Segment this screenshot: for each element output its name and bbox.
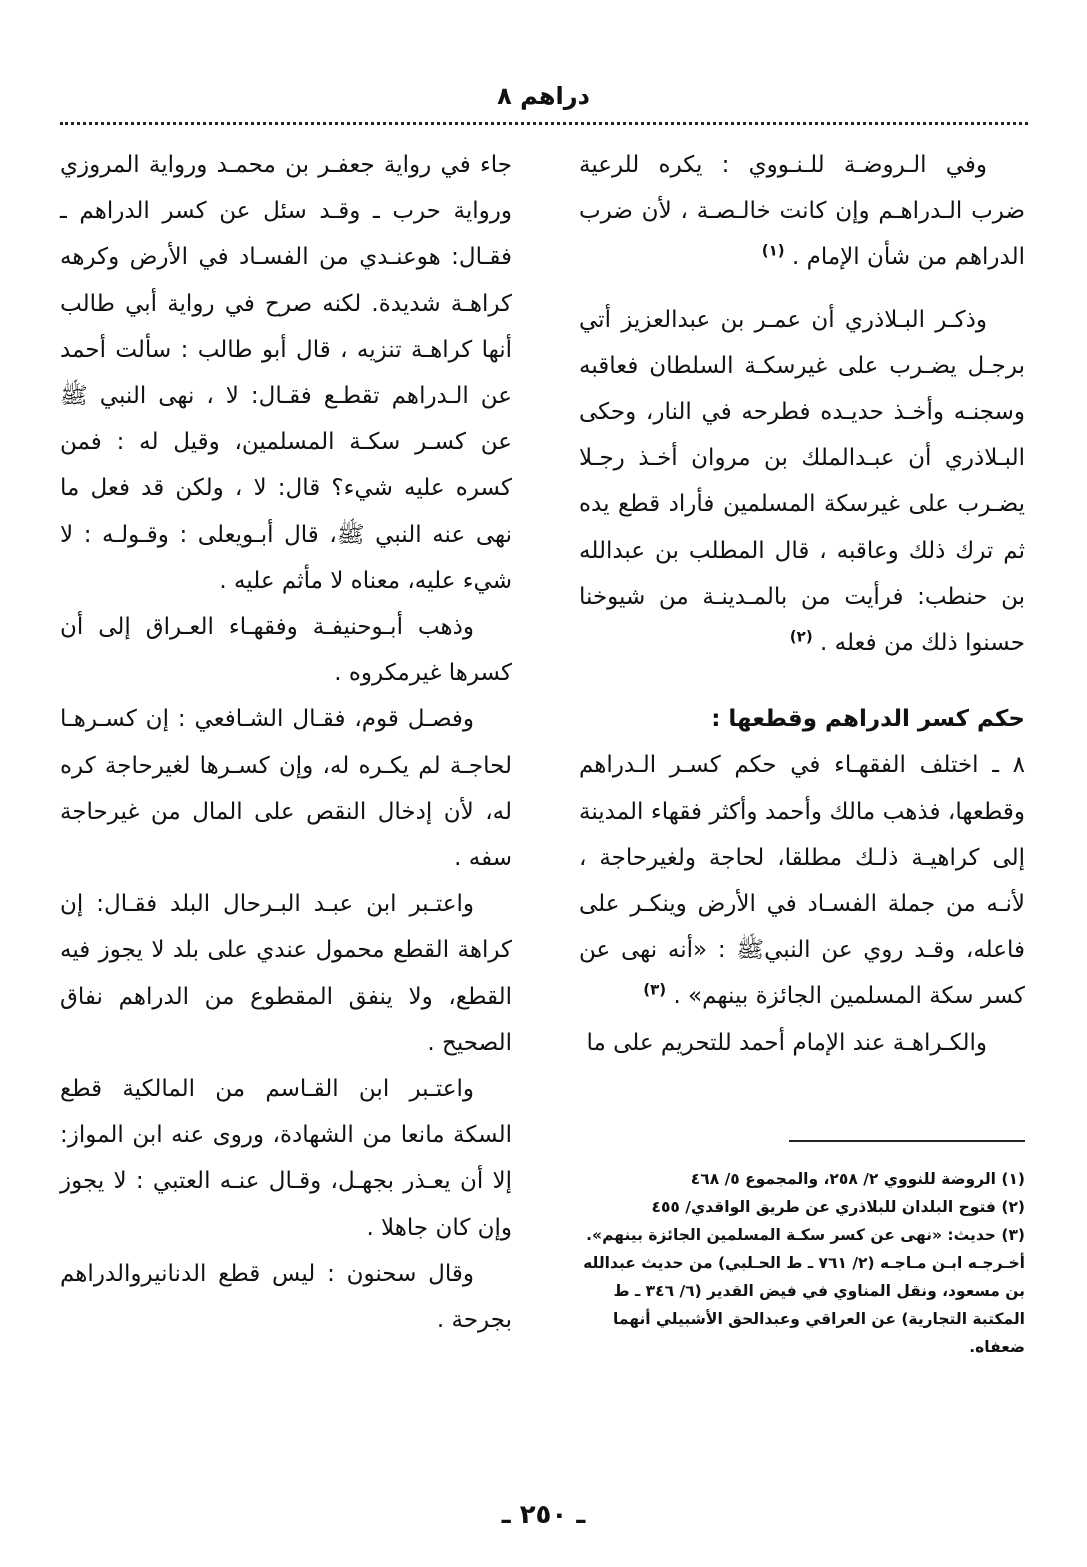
footnote-3-continuation: أخـرجـه ابـن مـاجـه (٢/ ٧٦١ ـ ط الحـلبي) من حديث عبدالله بن مسعود، ونقل المناوي في فيض القدير (٦/ ٣٤٦ ـ ط المكتبة التجارية) عن العراقي وعبدالحق الأشبيلي أنهما ضعفاه. — [583, 1254, 1025, 1356]
paragraph — [579, 742, 1025, 1019]
paragraph-text: ٨ ـ اختلف الفقهـاء في حكم كسـر الـدراهم وقطعها، فذهب مالك وأحمد وأكثر فقهاء المدينة إلى كراهيـة ذلـك مطلقا، لحاجة ولغيرحاجة ، لأنـه من جملة الفسـاد في الأرض وينكـر على فاعله، وقـد روي عن النبيﷺ : «أنه نهى عن كسر سكة المسلمين الجائزة بينهم» . — [579, 752, 1025, 1010]
spacer — [579, 281, 1025, 297]
paragraph — [579, 142, 1025, 281]
paragraph: واعتـبر ابن عبـد البـرحال البلد فقـال: إن كراهة القطع محمول عندي على بلد لا يجوز فيه القطع، ولا ينفق المقطوع من الدراهم نفاق الصحيح . — [60, 891, 512, 1056]
paragraph — [579, 297, 1025, 667]
page-number: ـ ٢٥٠ ـ — [501, 1500, 586, 1530]
footnote-marker[interactable]: (١) — [761, 241, 785, 260]
spacer — [579, 666, 1025, 696]
footnote-2: (٢) فتوح البلدان للبلاذري عن طريق الواقدي/ ٤٥٥ — [651, 1198, 1025, 1216]
paragraph: والكـراهـة عند الإمام أحمد للتحريم على ما — [586, 1029, 987, 1056]
paragraph: وقال سحنون : ليس قطع الدنانيروالدراهم بجرحة . — [60, 1260, 512, 1334]
left-column — [60, 142, 512, 1343]
right-column — [579, 142, 1025, 1066]
paragraph: واعتـبر ابن القـاسم من المالكية قطع السكة مانعا من الشهادة، وروى عنه ابن المواز: إلا أن يعـذر بجهـل، وقـال عنـه العتبي : لا يجوز وإن كان جاهلا . — [60, 1076, 512, 1241]
running-title: دراهم ٨ — [497, 82, 590, 110]
footnote-divider — [789, 1140, 1025, 1142]
paragraph: وفصـل قوم، فقـال الشـافعي : إن كسـرهـا لحاجـة لم يكـره له، وإن كسـرها لغيرحاجة كره له، لأن إدخال النقص على المال من غيرحاجة سفه . — [60, 706, 512, 872]
footnote-1: (١) الروضة للنووي ٢/ ٢٥٨، والمجموع ٥/ ٤٦٨ — [690, 1170, 1025, 1188]
footnote-marker[interactable]: (٣) — [643, 980, 667, 999]
header-dotted-divider — [60, 122, 1028, 125]
paragraph: جاء في رواية جعفـر بن محمـد ورواية المروزي ورواية حرب ـ وقـد سئل عن كسر الدراهم ـ فقـال: هوعنـدي من الفسـاد في الأرض وكرهه كراهـة شديدة. لكنه صرح في رواية أبي طالب أنها كراهـة تنزيه ، قال أبو طالب : سألت أحمد عن الـدراهم تقطـع فقـال: لا ، نهى النبي ﷺ عن كسـر سكـة المسلمين، وقيل له : فمن كسره عليه شيء؟ قال: لا ، ولكن قد فعل ما نهى عنه النبي ﷺ، قال أبـويعلى : وقـولـه : لا شيء عليه، معناه لا مأثم عليه . — [60, 152, 512, 594]
footnote-marker[interactable]: (٢) — [789, 627, 813, 646]
section-heading: حكم كسر الدراهم وقطعها : — [711, 706, 1025, 733]
footnote-3: (٣) حديث: «نهى عن كسر سكـة المسلمين الجائزة بينهم». — [586, 1226, 1025, 1244]
paragraph: وذهب أبـوحنيفـة وفقهـاء العـراق إلى أن كسرها غيرمكروه . — [60, 614, 512, 687]
paragraph-text: وفي الـروضـة للـنـووي : يكره للرعية ضرب الـدراهـم وإن كانت خالـصـة ، لأن ضرب الدراهم من شأن الإمام . — [579, 152, 1025, 271]
footnotes — [579, 1165, 1025, 1361]
paragraph-text: وذكـر البـلاذري أن عمـر بن عبدالعزيز أتي برجـل يضـرب على غيرسكـة السلطان فعاقبه وسجنـه وأخـذ حديـده فطرحه في النار، وحكى البـلاذري أن عبـدالملك بن مروان أخـذ رجـلا يضـرب على غيرسكة المسلمين فأراد قطع يده ثم ترك ذلك وعاقبه ، قال المطلب بن عبدالله بن حنطب: فرأيت من بالمـدينـة من شيوخنا حسنوا ذلك من فعله . — [579, 306, 1025, 657]
